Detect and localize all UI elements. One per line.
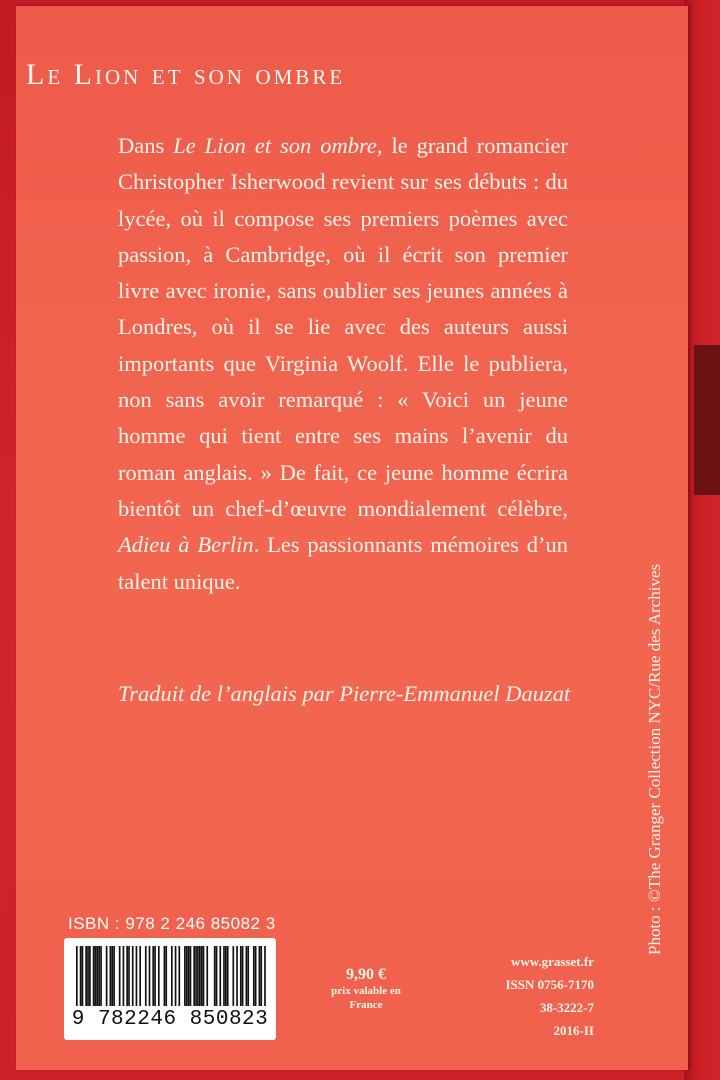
barcode-digits: 9 782246 850823 <box>71 1008 269 1031</box>
barcode-bar <box>225 946 227 1006</box>
barcode-bar <box>246 946 248 1006</box>
blurb-part-3: . Les passionnants mémoires d’un talent unique. <box>118 532 568 594</box>
isbn-label: ISBN : 978 2 246 85082 3 <box>68 914 276 933</box>
blurb-berlin-emphasis: Adieu à Berlin <box>118 532 254 558</box>
publisher-url: www.grasset.fr <box>510 954 594 969</box>
publisher-issn: ISSN 0756-7170 <box>505 977 594 992</box>
book-blurb <box>118 128 568 600</box>
barcode-bar <box>240 946 242 1006</box>
barcode-bar <box>253 946 255 1006</box>
barcode-bar <box>87 946 89 1006</box>
barcode-bar <box>206 946 208 1006</box>
barcode-bar <box>106 946 108 1006</box>
barcode-bar <box>178 946 180 1006</box>
barcode-bar <box>232 946 234 1006</box>
barcode-bar <box>190 946 192 1006</box>
barcode-bar <box>188 946 190 1006</box>
barcode-bar <box>149 946 151 1006</box>
barcode-bar <box>119 946 121 1006</box>
barcode-bar <box>195 946 197 1006</box>
barcode-bar <box>242 946 244 1006</box>
barcode-bar <box>89 946 91 1006</box>
barcode-bar <box>260 946 262 1006</box>
barcode-bar <box>82 946 84 1006</box>
barcode-bar <box>214 946 216 1006</box>
barcode-bar <box>85 946 87 1006</box>
price-block <box>318 966 414 1012</box>
barcode-bar <box>123 946 125 1006</box>
photo-credit: Photo : ©The Granger Collection NYC/Rue des Archives <box>645 563 664 955</box>
barcode-bar <box>128 946 130 1006</box>
barcode-bar <box>158 946 160 1006</box>
barcode-bar <box>136 946 138 1006</box>
publisher-edition: 2016-II <box>553 1023 594 1038</box>
spine-dark-strip <box>694 345 720 495</box>
barcode-bar <box>184 946 186 1006</box>
barcode-bar <box>219 946 221 1006</box>
barcode-bar <box>236 946 238 1006</box>
publisher-info <box>452 950 594 1042</box>
barcode-bar <box>165 946 167 1006</box>
book-title: Le Lion et son ombre <box>26 58 346 91</box>
translator-credit: Traduit de l’anglais par Pierre-Emmanuel Dauzat <box>118 681 571 706</box>
barcode-bar <box>93 946 95 1006</box>
blurb-title-emphasis: Le Lion et son ombre <box>173 133 377 158</box>
barcode-bar <box>126 946 128 1006</box>
barcode-bar <box>139 946 141 1006</box>
barcode-bar <box>186 946 188 1006</box>
barcode-bar <box>164 946 166 1006</box>
publisher-code: 38-3222-7 <box>539 1000 594 1015</box>
barcode-bars <box>76 946 266 1006</box>
blurb-part-2: , le grand romancier Christopher Isherwood revient sur ses débuts : du lycée, où il compose ses premiers poèmes avec passion, à Cambridge, où il écrit son premier livre avec ironie, sans oublier ses jeunes années à Londres, où il se lie avec des auteurs aussi importants que Virginia Woolf. Elle le publiera, non sans avoir remarqué : « Voici un jeune homme qui tient entre ses mains l’avenir du roman anglais. » De fait, ce jeune homme écrira bientôt un chef-d’œuvre mondialement célèbre, <box>118 133 568 521</box>
barcode-bar <box>100 946 102 1006</box>
barcode-bar <box>80 946 82 1006</box>
barcode-bar <box>255 946 257 1006</box>
book-spine-edge <box>684 0 720 1080</box>
barcode-bar <box>199 946 201 1006</box>
barcode-bar <box>175 946 177 1006</box>
barcode-bar <box>76 946 78 1006</box>
barcode-bar <box>259 946 261 1006</box>
barcode-bar <box>223 946 225 1006</box>
barcode-bar <box>110 946 112 1006</box>
barcode-bar <box>264 946 266 1006</box>
barcode-bar <box>98 946 100 1006</box>
barcode-bar <box>193 946 195 1006</box>
barcode-bar <box>96 946 98 1006</box>
barcode-bar <box>201 946 203 1006</box>
price-amount: 9,90 € <box>346 966 386 983</box>
barcode-bar <box>197 946 199 1006</box>
barcode <box>64 938 276 1040</box>
barcode-bar <box>113 946 115 1006</box>
barcode-bar <box>171 946 173 1006</box>
barcode-bar <box>95 946 97 1006</box>
barcode-bar <box>154 946 156 1006</box>
price-note-line-1: prix valable en <box>331 985 401 997</box>
barcode-bar <box>152 946 154 1006</box>
barcode-bar <box>145 946 147 1006</box>
blurb-part-1: Dans <box>118 133 174 158</box>
barcode-bar <box>247 946 249 1006</box>
barcode-bar <box>203 946 205 1006</box>
barcode-bar <box>227 946 229 1006</box>
barcode-bar <box>111 946 113 1006</box>
barcode-bar <box>216 946 218 1006</box>
barcode-bar <box>132 946 134 1006</box>
price-note-line-2: France <box>349 999 383 1011</box>
